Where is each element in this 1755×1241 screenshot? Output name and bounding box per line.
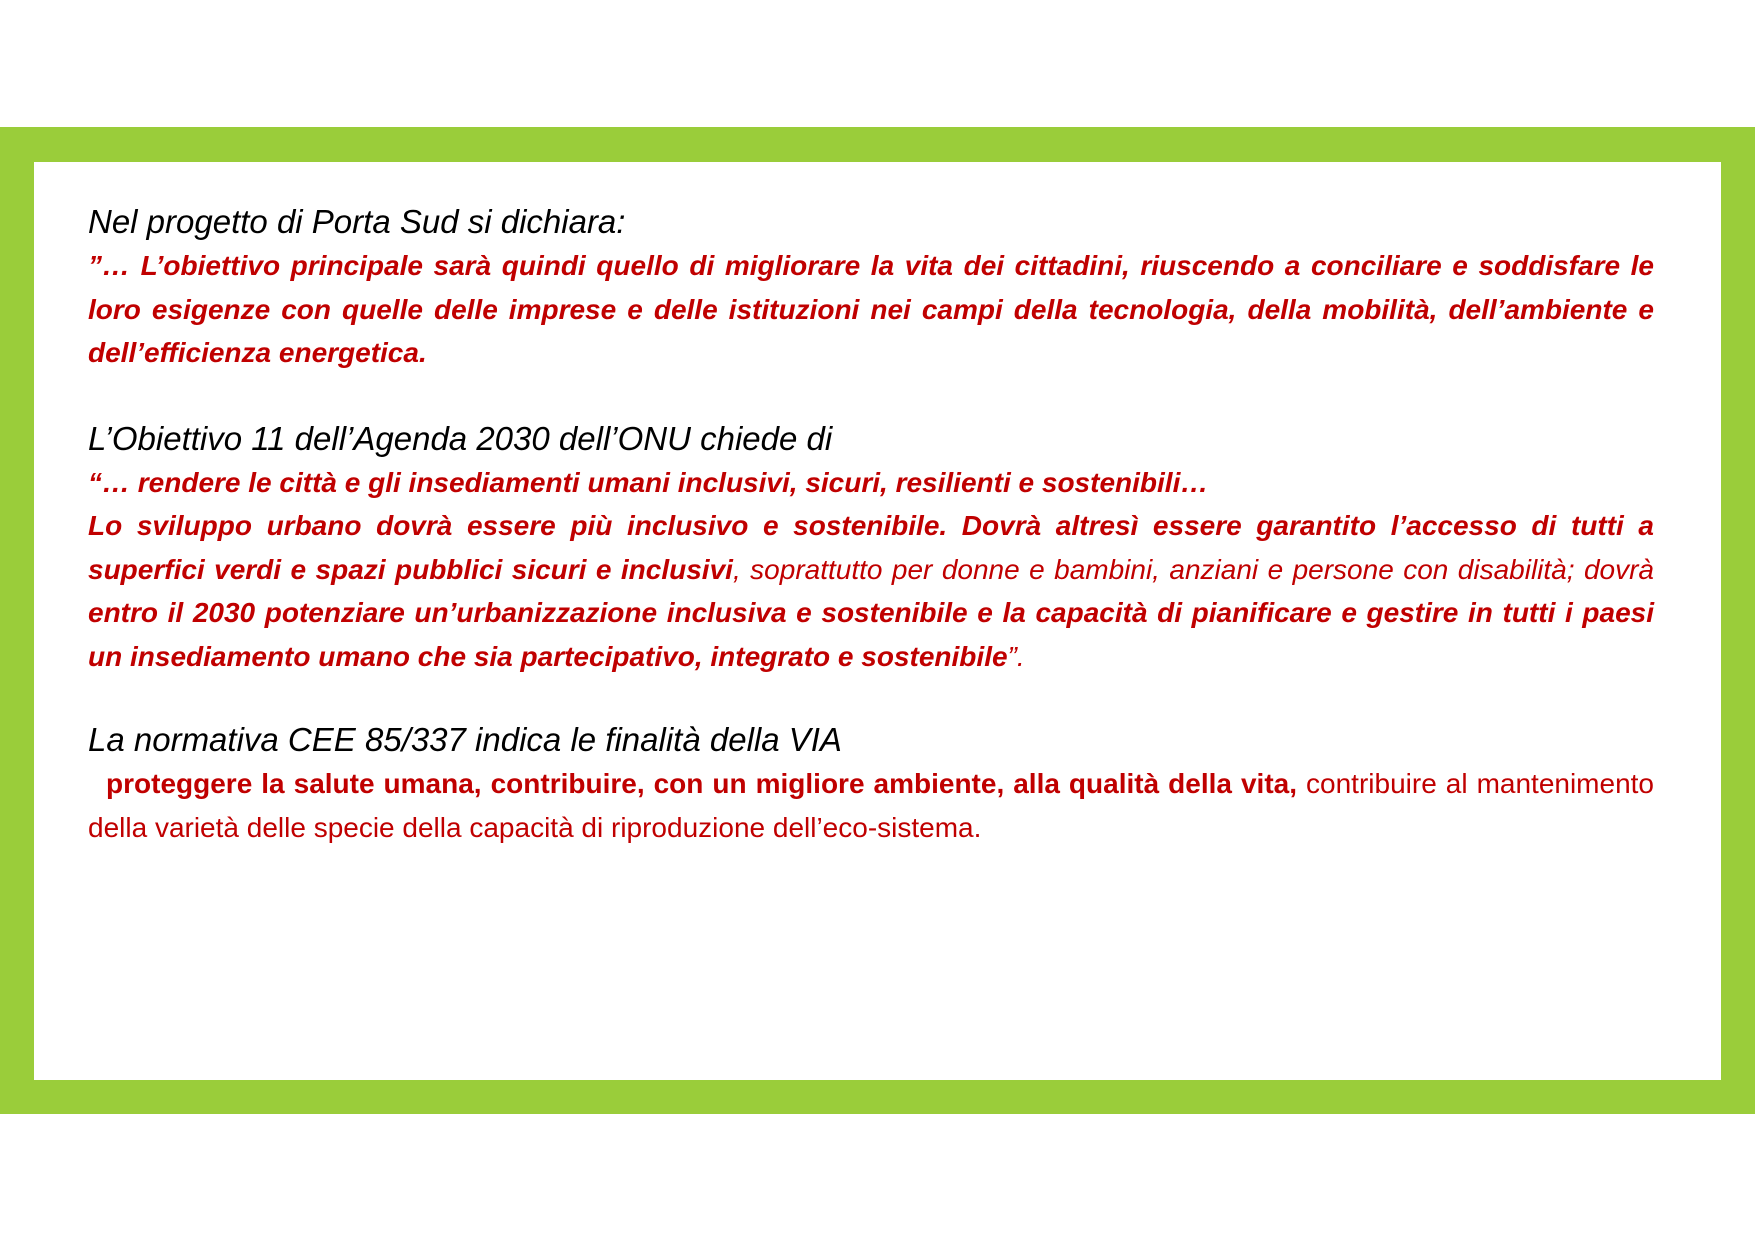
section1-quote: ”… L’obiettivo principale sarà quindi quello di migliorare la vita dei cittadini, riuscendo a conciliare e soddisfare le loro esigenze con quelle delle imprese e delle istituzioni nei campi della tecnologia, della mobilità, dell’ambiente e dell’efficienza energetica. [88,250,1654,368]
section3-heading: La normativa CEE 85/337 indica le finalità della VIA [88,721,842,758]
spacer [88,375,1654,417]
section2-quote-part-d: ”. [1007,640,1025,672]
spacer [88,678,1654,718]
section3-text-bold: proteggere la salute umana, contribuire, con un migliore ambiente, alla qualità della vita, [106,768,1298,799]
section2-heading: L’Obiettivo 11 dell’Agenda 2030 dell’ONU chiede di [88,419,833,457]
slide-content [88,200,1654,850]
section2-quote-line1: “… rendere le città e gli insediamenti umani inclusivi, sicuri, resilienti e sostenibili… [88,466,1209,498]
content-panel [34,162,1721,1080]
section3-text-plain: contribuire al mantenimento della varietà delle specie della capacità di riproduzione dell’eco-sistema. [88,768,1655,843]
green-frame [0,127,1755,1114]
section1-heading: Nel progetto di Porta Sud si dichiara: [88,203,626,240]
section3-text [88,762,1654,850]
section2-quote-part-c: entro il 2030 potenziare un’urbanizzazione inclusiva e sostenibile e la capacità di pianificare e gestire in tutti i paesi un insediamento umano che sia partecipativo, integrato e sostenibile [88,597,1654,672]
section2-quote-part-a: Lo sviluppo urbano dovrà essere più inclusivo e sostenibile. Dovrà altresì essere garantito l’accesso di tutti a superfici verdi e spazi pubblici sicuri e inclusivi [88,510,1654,585]
section2-quote-body [88,504,1654,678]
section2-quote-part-b: , soprattutto per donne e bambini, anziani e persone con disabilità; dovrà [732,553,1655,585]
